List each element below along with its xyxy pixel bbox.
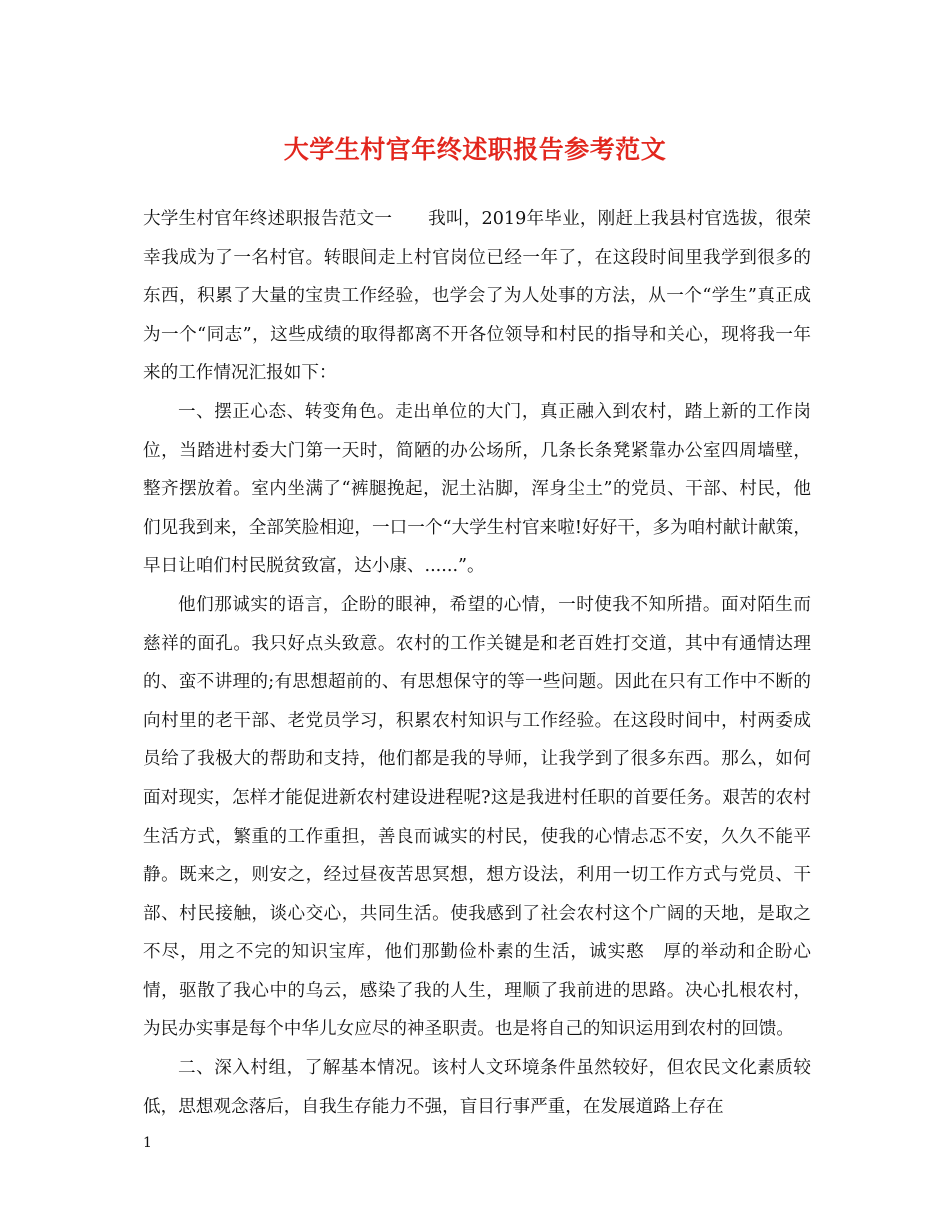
- intro-paragraph: [143, 200, 811, 393]
- document-title: 大学生村官年终述职报告参考范文: [283, 135, 667, 164]
- intro-heading: 大学生村官年终述职报告范文一: [143, 209, 393, 229]
- paragraph-section-one: 一、摆正心态、转变角色。走出单位的大门，真正融入到农村，踏上新的工作岗位，当踏进村委大门第一天时，简陋的办公场所，几条长条凳紧靠办公室四周墙壁，整齐摆放着。室内坐满了“裤腿挽起，泥土沾脚，浑身尘土”的党员、干部、村民，他们见我到来，全部笑脸相迎，一口一个“大学生村官来啦!好好干，多为咱村献计献策，早日让咱们村民脱贫致富，达小康、......”。: [143, 401, 811, 577]
- paragraph-text: 我叫，2019年毕业，刚赶上我县村官选拔，很荣幸我成为了一名村官。转眼间走上村官岗位已经一年了，在这段时间里我学到很多的东西，积累了大量的宝贵工作经验，也学会了为人处事的方法，从一个“学生”真正成为一个“同志”，这些成绩的取得都离不开各位领导和村民的指导和关心，现将我一年来的工作情况汇报如下：: [143, 209, 811, 384]
- paragraph-section-two: 二、深入村组，了解基本情况。该村人文环境条件虽然较好，但农民文化素质较低，思想观念落后，自我生存能力不强，盲目行事严重，在发展道路上存在: [143, 1058, 811, 1117]
- paragraph-reflection: 他们那诚实的语言，企盼的眼神，希望的心情，一时使我不知所措。面对陌生而慈祥的面孔。我只好点头致意。农村的工作关键是和老百姓打交道，其中有通情达理的、蛮不讲理的;有思想超前的、有思想保守的等一些问题。因此在只有工作中不断的向村里的老干部、老党员学习，积累农村知识与工作经验。在这段时间中，村两委成员给了我极大的帮助和支持，他们都是我的导师，让我学到了很多东西。那么，如何面对现实，怎样才能促进新农村建设进程呢?这是我进村任职的首要任务。艰苦的农村生活方式，繁重的工作重担，善良而诚实的村民，使我的心情忐忑不安，久久不能平静。既来之，则安之，经过昼夜苦思冥想，想方设法，利用一切工作方式与党员、干部、村民接触，谈心交心，共同生活。使我感到了社会农村这个广阔的天地，是取之不尽，用之不完的知识宝库，他们那勤俭朴素的生活，诚实憨 厚的举动和企盼心情，驱散了我心中的乌云，感染了我的人生，理顺了我前进的思路。决心扎根农村，为民办实事是每个中华儿女应尽的神圣职责。也是将自己的知识运用到农村的回馈。: [143, 594, 811, 1040]
- document-body: [143, 200, 811, 1126]
- page-number: 1: [143, 1135, 152, 1151]
